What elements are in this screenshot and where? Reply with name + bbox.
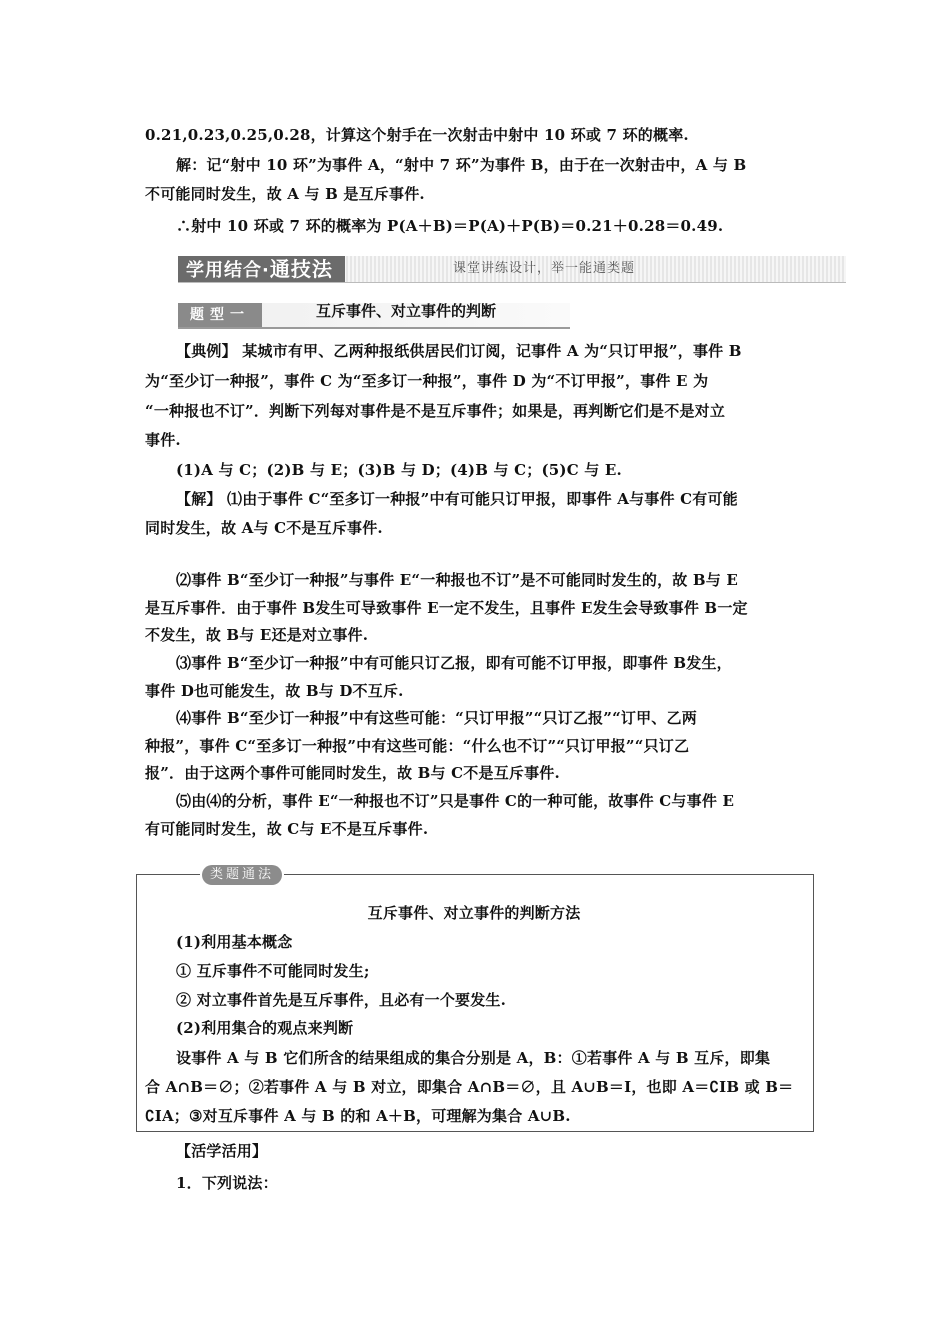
practice-question: 1．下列说法：	[176, 1174, 278, 1192]
method-line: 合 A∩B＝∅；②若事件 A 与 B 对立，即集合 A∩B＝∅，且 A∪B＝I，也即 A＝∁IB 或 B＝	[145, 1078, 794, 1096]
problem-text: 0.21,0.23,0.25,0.28，计算这个射手在一次射击中射中 10 环或 7 环的概率.	[145, 126, 689, 144]
solution-para: ⑶事件 B“至少订一种报”中有可能只订乙报，即有可能不订甲报，即事件 B发生，	[176, 654, 732, 672]
type-label: 题型一	[178, 303, 262, 327]
question-type-tag	[178, 303, 570, 329]
method-line: (2)利用集合的观点来判断	[176, 1019, 354, 1037]
solution-para: ⑸由⑷的分析，事件 E“一种报也不订”只是事件 C的一种可能，故事件 C与事件 E	[176, 792, 735, 810]
section-banner	[178, 256, 846, 283]
method-line: ① 互斥事件不可能同时发生;	[176, 962, 370, 980]
method-line: 设事件 A 与 B 它们所含的结果组成的集合分别是 A，B：①若事件 A 与 B 互斥，即集	[176, 1049, 771, 1067]
solution-para: 报”．由于这两个事件可能同时发生，故 B与 C不是互斥事件.	[145, 764, 560, 782]
solution-line: 不可能同时发生，故 A 与 B 是互斥事件.	[145, 185, 425, 203]
solution-para: 同时发生，故 A与 C不是互斥事件.	[145, 519, 383, 537]
solution-para: 种报”，事件 C“至多订一种报”中有这些可能：“什么也不订”“只订甲报”“只订乙	[145, 737, 690, 755]
solution-para: 是互斥事件．由于事件 B发生可导致事件 E一定不发生，且事件 E发生会导致事件 B一定	[145, 599, 748, 617]
solution-para: 有可能同时发生，故 C与 E不是互斥事件.	[145, 820, 429, 838]
method-tab-label: 类题通法	[202, 865, 282, 885]
practice-header: 【活学活用】	[176, 1142, 268, 1160]
method-line: ∁IA；③对互斥事件 A 与 B 的和 A＋B，可理解为集合 A∪B.	[145, 1107, 571, 1125]
solution-para: 事件 D也可能发生，故 B与 D不互斥.	[145, 682, 404, 700]
example-line: 为“至少订一种报”，事件 C 为“至多订一种报”，事件 D 为“不订甲报”，事件 E 为	[145, 372, 709, 390]
method-tab	[200, 863, 284, 885]
example-line: “一种报也不订”．判断下列每对事件是不是互斥事件；如果是，再判断它们是不是对立	[145, 402, 726, 420]
banner-subtitle: 课堂讲练设计，举一能通类题	[453, 261, 636, 276]
solution-para: 不发生，故 B与 E还是对立事件.	[145, 626, 369, 644]
solution-line: 解：记“射中 10 环”为事件 A，“射中 7 环”为事件 B，由于在一次射击中，A 与 B	[176, 156, 747, 174]
method-title: 互斥事件、对立事件的判断方法	[367, 904, 581, 922]
banner-title	[178, 256, 345, 282]
method-line: ② 对立事件首先是互斥事件，且必有一个要发生.	[176, 991, 507, 1009]
solution-para: 【解】 ⑴由于事件 C“至多订一种报”中有可能只订甲报，即事件 A与事件 C有可能	[176, 490, 738, 508]
banner-title-a: 学用结合·	[186, 260, 270, 281]
solution-line: ∴射中 10 环或 7 环的概率为 P(A＋B)＝P(A)＋P(B)＝0.21＋0.28＝0.49.	[176, 217, 724, 235]
solution-para: ⑵事件 B“至少订一种报”与事件 E“一种报也不订”是不可能同时发生的，故 B与 E	[176, 571, 739, 589]
example-line: 【典例】 某城市有甲、乙两种报纸供居民们订阅，记事件 A 为“只订甲报”，事件 B	[176, 342, 742, 360]
example-line: 事件.	[145, 431, 181, 449]
type-title: 互斥事件、对立事件的判断	[316, 302, 497, 320]
solution-para: ⑷事件 B“至少订一种报”中有这些可能：“只订甲报”“只订乙报”“订甲、乙两	[176, 709, 697, 727]
method-line: (1)利用基本概念	[176, 933, 293, 951]
example-line: (1)A 与 C；(2)B 与 E；(3)B 与 D；(4)B 与 C；(5)C 与 E.	[176, 461, 622, 479]
banner-title-b: 通技法	[269, 257, 333, 281]
